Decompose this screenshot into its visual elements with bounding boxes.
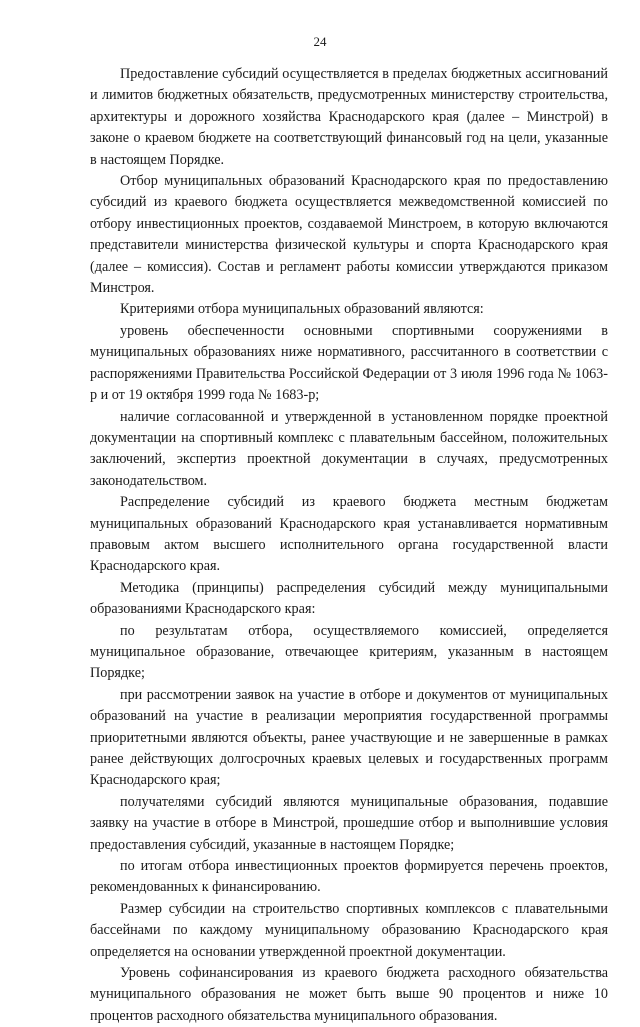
paragraph-subsidy-size: Размер субсидии на строительство спортивных комплексов с плавательными бассейнами по каждому муниципальному образованию Краснодарского края определяется на основании утвержденной проектной документации.: [90, 900, 608, 960]
paragraph-selection-results: по результатам отбора, осуществляемого комиссией, определяется муниципальное образование, отвечающее критериям, указанным в настоящем Порядке;: [90, 622, 608, 682]
paragraph-project-list: по итогам отбора инвестиционных проектов формируется перечень проектов, рекомендованных к финансированию.: [90, 858, 608, 896]
paragraph-priority-objects: при рассмотрении заявок на участие в отборе и документов от муниципальных образований на участие в реализации мероприятия государственной программы приоритетными являются объекты, ранее участвующие и не завершенные в рамках ранее действующих долгосрочных краевых целевых и государственных программ Краснодарского края;: [90, 686, 608, 789]
paragraph-methodology-heading: Методика (принципы) распределения субсидий между муниципальными образованиями Краснодарского края:: [90, 579, 608, 618]
paragraph-criterion-project-documentation: наличие согласованной и утвержденной в установленном порядке проектной документации на спортивный комплекс с плавательным бассейном, положительных заключений, экспертиз проектной документации в случаях, предусмотренных законодательством.: [90, 408, 608, 489]
paragraph-cofinancing-level: Уровень софинансирования из краевого бюджета расходного обязательства муниципального образования не может быть выше 90 процентов и ниже 10 процентов расходного обязательства муниципального образования.: [90, 965, 608, 1024]
paragraph-selection-commission: Отбор муниципальных образований Краснодарского края по предоставлению субсидий из краевого бюджета осуществляется межведомственной комиссией по отбору инвестиционных проектов, создаваемой Минстроем, в которую включаются представители министерства физической культуры и спорта Краснодарского края (далее – комиссия). Состав и регламент работы комиссии утверждаются приказом Минстроя.: [90, 173, 608, 297]
paragraph-subsidy-distribution: Распределение субсидий из краевого бюджета местным бюджетам муниципальных образований Краснодарского края устанавливается нормативным правовым актом высшего исполнительного органа государственной власти Краснодарского края.: [90, 494, 608, 575]
paragraph-subsidy-recipients: получателями субсидий являются муниципальные образования, подавшие заявку на участие в отборе в Минстрой, прошедшие отбор и выполнившие условия предоставления субсидий, указанные в настоящем Порядке;: [90, 793, 608, 853]
body-text: [90, 64, 608, 1027]
paragraph-subsidy-provision: Предоставление субсидий осуществляется в пределах бюджетных ассигнований и лимитов бюджетных обязательств, предусмотренных министерству строительства, архитектуры и дорожного хозяйства Краснодарского края (далее – Минстрой) в законе о краевом бюджете на соответствующий финансовый год на цели, указанные в настоящем Порядке.: [90, 66, 608, 168]
page-number: 24: [313, 34, 327, 49]
paragraph-criterion-sports-facilities: уровень обеспеченности основными спортивными сооружениями в муниципальных образованиях ниже нормативного, рассчитанного в соответствии с распоряжениями Правительства Российской Федерации от 3 июля 1996 года № 1063-р и от 19 октября 1999 года № 1683-р;: [90, 322, 608, 404]
paragraph-criteria-heading: Критериями отбора муниципальных образований являются:: [120, 301, 484, 318]
